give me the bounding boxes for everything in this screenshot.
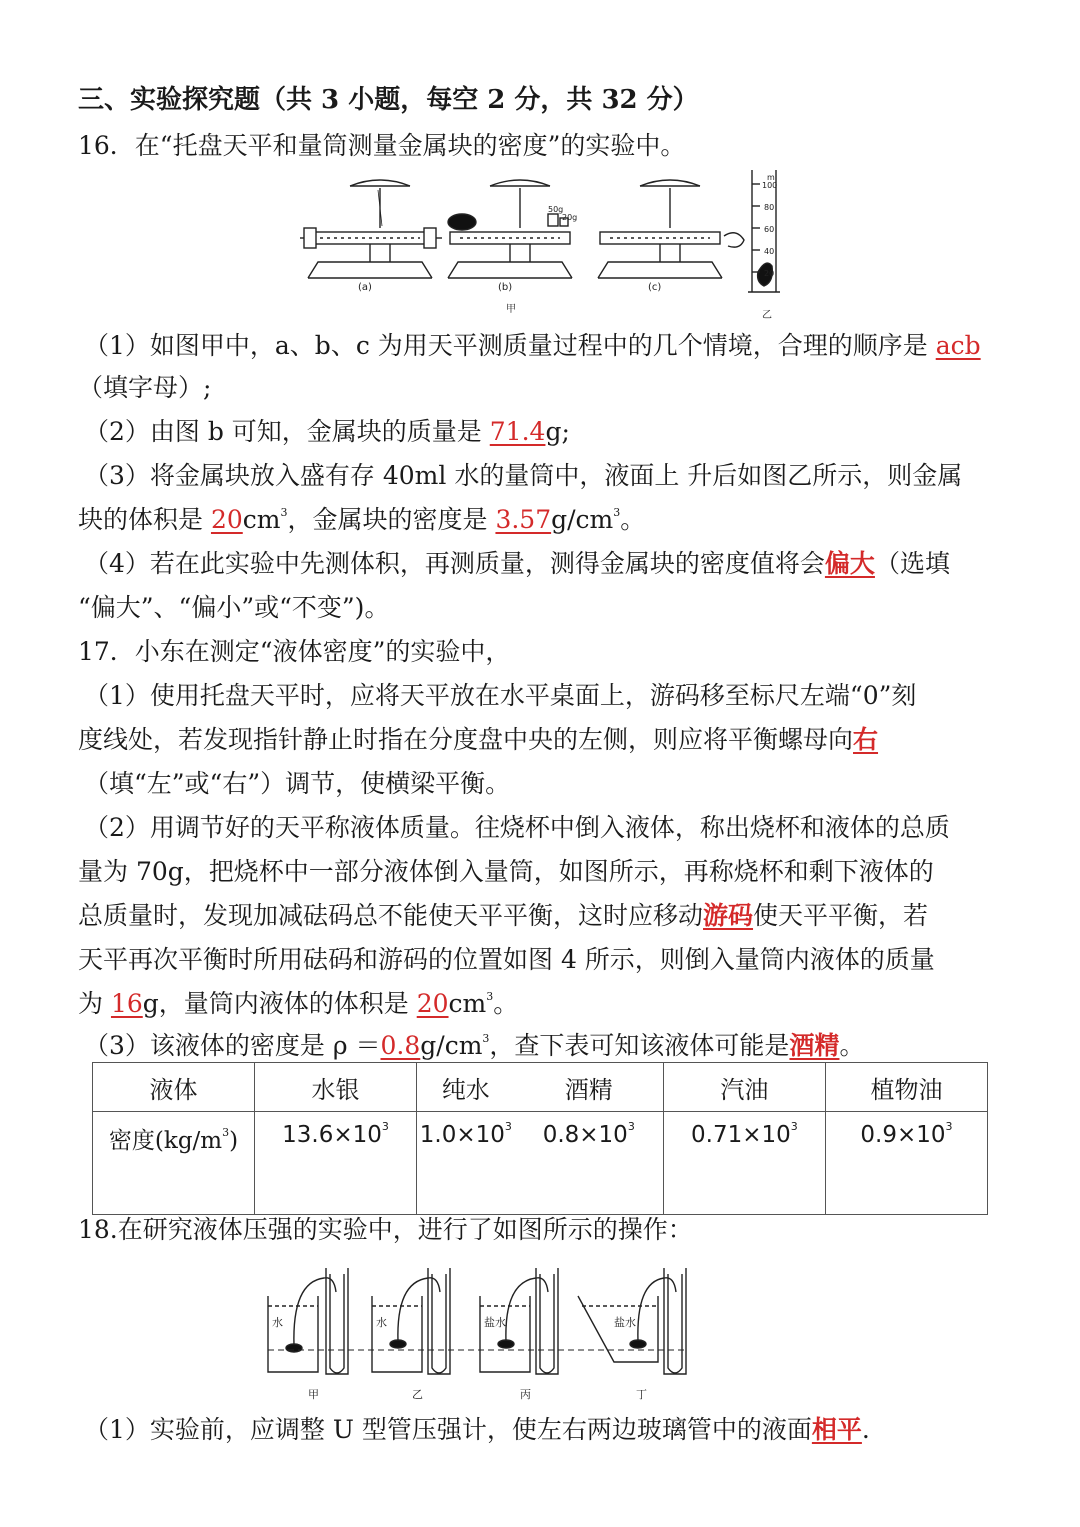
- cylinder-tick: 40: [764, 247, 775, 256]
- liquid-label: 水: [376, 1316, 387, 1329]
- answer: 3.57: [495, 505, 552, 534]
- answer: acb: [935, 331, 981, 360]
- fig-label: 乙: [412, 1388, 423, 1401]
- balance-figure: [300, 166, 790, 326]
- table-row-label: 密度$(kg/m^3)$: [93, 1112, 255, 1215]
- cylinder-unit: ml: [767, 173, 778, 182]
- q17-p2: （2）用调节好的天平称液体质量。往烧杯中倒入液体，称出烧杯和液体的总质: [84, 813, 950, 842]
- q16-p4: （4）若在此实验中先测体积，再测质量，测得金属块的密度值将会偏大（选填: [84, 549, 950, 578]
- cylinder-label: 乙: [762, 310, 772, 321]
- q16-p3: （3）将金属块放入盛有存 40ml 水的量筒中，液面上 升后如图乙所示，则金属: [84, 461, 963, 490]
- density-table: [92, 1062, 988, 1215]
- table-header-cell: 酒精: [515, 1063, 664, 1112]
- q17-p2-line3: 总质量时，发现加减砝码总不能使天平平衡，这时应移动游码使天平平衡，若: [78, 901, 929, 930]
- q17-stem: 17．小东在测定“液体密度”的实验中，: [78, 637, 511, 666]
- balance-a: [300, 180, 442, 278]
- table-header-cell: 液体: [93, 1063, 255, 1112]
- answer: 右: [853, 725, 879, 754]
- table-header-cell: 汽油: [663, 1063, 825, 1112]
- table-row: [93, 1112, 988, 1215]
- cylinder-tick: 60: [764, 225, 775, 234]
- table-header-cell: 纯水: [417, 1063, 515, 1112]
- table-cell: $13.6\times 10^3$: [255, 1112, 417, 1215]
- q16-p1: （1）如图甲中，a、b、c 为用天平测质量过程中的几个情境，合理的顺序是 acb: [84, 331, 981, 360]
- table-cell: $0.9\times 10^3$: [825, 1112, 987, 1215]
- fig-label: 甲: [308, 1388, 319, 1401]
- fig-label-b: (b): [498, 282, 513, 293]
- answer: 20: [210, 505, 243, 534]
- fig-group-label: 甲: [506, 304, 516, 315]
- q17-p2-line2: 量为 70g，把烧杯中一部分液体倒入量筒，如图所示，再称烧杯和剩下液体的: [78, 857, 934, 886]
- q16-p1-tail: （填字母）;: [78, 373, 212, 402]
- fig-label-c: (c): [648, 282, 662, 293]
- q17-p1-cont: 度线处，若发现指针静止时指在分度盘中央的左侧，则应将平衡螺母向右: [78, 725, 879, 754]
- cylinder-tick: 100: [762, 181, 778, 190]
- q18-stem: 18.在研究液体压强的实验中，进行了如图所示的操作：: [78, 1215, 693, 1244]
- answer: 酒精: [789, 1031, 840, 1060]
- table-cell: $0.71\times 10^3$: [663, 1112, 825, 1215]
- q17-p2-line4: 天平再次平衡时所用砝码和游码的位置如图 4 所示，则倒入量筒内液体的质量: [78, 945, 935, 974]
- balance-c: [598, 180, 744, 278]
- cylinder-tick: 80: [764, 203, 775, 212]
- q17-p3: （3）该液体的密度是 $\rho =0.8g/cm^3$，查下表可知该液体可能是酒精。: [84, 1031, 865, 1060]
- fig-label-a: (a): [358, 282, 372, 293]
- section-title: 三、实验探究题（共 3 小题，每空 2 分，共 32 分）: [78, 85, 699, 115]
- q16-p4-cont: “偏大”、“偏小”或“不变”)。: [78, 593, 390, 622]
- answer: 20: [416, 989, 449, 1018]
- answer: 0.8: [380, 1031, 421, 1060]
- answer: 71.4: [489, 417, 546, 446]
- balance-b: [448, 180, 572, 278]
- q16-p3-cont: 块的体积是 $20cm^3$，金属块的密度是 $3.57g/cm^3$。: [78, 505, 646, 534]
- q18-p1: （1）实验前，应调整 U 型管压强计，使左右两边玻璃管中的液面相平.: [84, 1415, 870, 1444]
- cylinder-tick: 20: [764, 269, 775, 278]
- table-cell: $0.8\times 10^3$: [515, 1112, 664, 1215]
- table-header-row: [93, 1063, 988, 1112]
- liquid-label: 水: [272, 1316, 283, 1329]
- table-cell: $1.0\times 10^3$: [417, 1112, 515, 1215]
- q17-p2-line5: 为 16g，量筒内液体的体积是 $20cm^3$。: [78, 989, 519, 1018]
- q17-p1: （1）使用托盘天平时，应将天平放在水平桌面上，游码移至标尺左端“0”刻: [84, 681, 917, 710]
- answer: 16: [110, 989, 143, 1018]
- fig-label: 丁: [636, 1388, 647, 1401]
- q16-p2: （2）由图 b 可知，金属块的质量是 71.4g;: [84, 417, 570, 446]
- liquid-label: 盐水: [614, 1316, 636, 1329]
- table-header-cell: 水银: [255, 1063, 417, 1112]
- q17-p1-tail: （填“左”或“右”）调节，使横梁平衡。: [84, 769, 511, 798]
- weight-label: 50g: [548, 205, 564, 214]
- weight-label: 20g: [562, 213, 578, 222]
- table-header-cell: 植物油: [825, 1063, 987, 1112]
- answer: 游码: [703, 901, 754, 930]
- q16-stem: 16．在“托盘天平和量筒测量金属块的密度”的实验中。: [78, 131, 686, 160]
- answer: 偏大: [824, 549, 875, 578]
- pressure-figure: [264, 1252, 704, 1402]
- fig-label: 丙: [520, 1388, 531, 1401]
- liquid-label: 盐水: [484, 1316, 506, 1329]
- answer: 相平: [811, 1415, 862, 1444]
